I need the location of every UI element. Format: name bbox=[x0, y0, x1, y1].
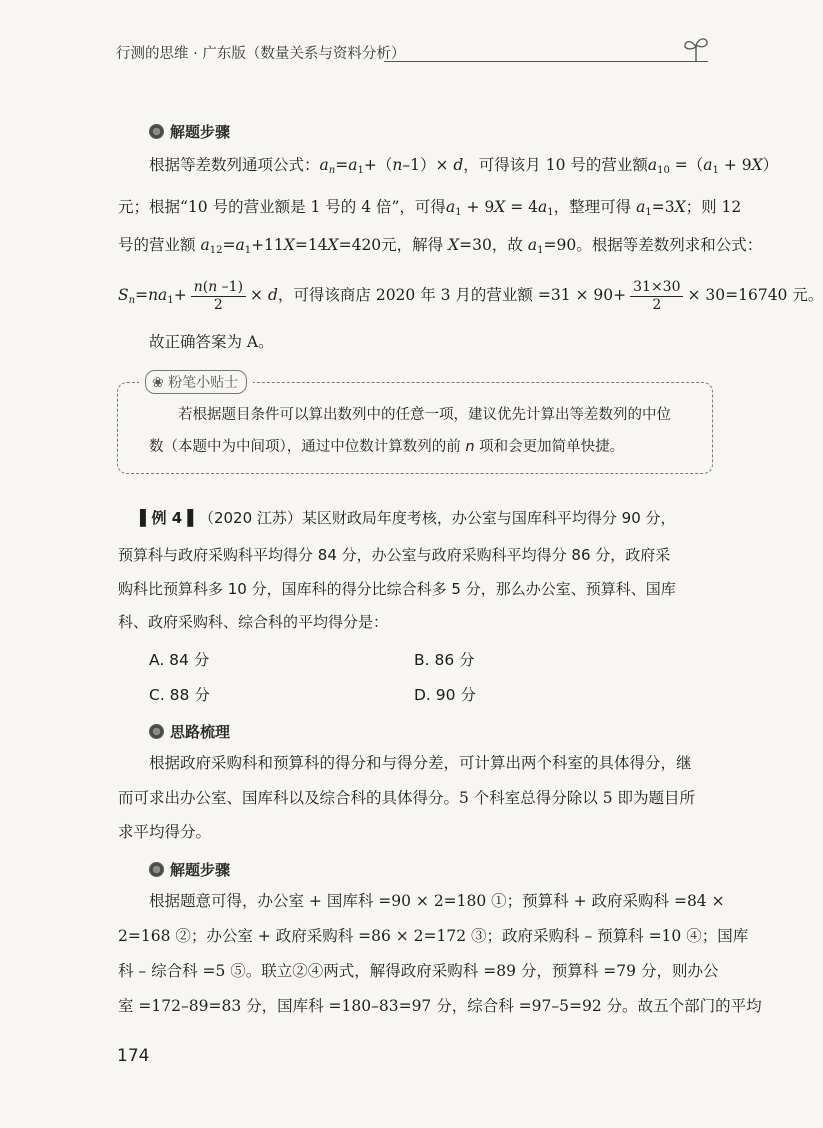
solution-line-1: 根据题意可得，办公室 + 国库科 =90 × 2=180 ①；预算科 + 政府采购科 =84 × bbox=[149, 892, 725, 910]
tip-line-1: 若根据题目条件可以算出数列中的任意一项，建议优先计算出等差数列的中位 bbox=[178, 407, 671, 423]
solution-steps-heading: 解题步骤 bbox=[149, 121, 230, 142]
solution-line-4: 室 =172–89=83 分，国库科 =180–83=97 分，综合科 =97–5=92 分。故五个部门的平均 bbox=[118, 997, 762, 1015]
sprout-icon bbox=[682, 34, 710, 64]
approach-line-2: 而可求出办公室、国库科以及综合科的具体得分。5 个科室总得分除以 5 即为题目所 bbox=[118, 789, 696, 807]
example-line-1: ▌例 4 ▌（2020 江苏）某区财政局年度考核，办公室与国库科平均得分 90 分， bbox=[140, 509, 676, 527]
sprout-icon: ❀ bbox=[152, 375, 169, 391]
running-header: 行测的思维 · 广东版（数量关系与资料分析） bbox=[116, 46, 406, 62]
answer-line: 故正确答案为 A。 bbox=[149, 333, 274, 351]
formula-line-2: 元；根据“10 号的营业额是 1 号的 4 倍”，可得$a_1 + 9X = 4a_1$，整理可得 $a_1=3X$；则 12 bbox=[118, 198, 742, 218]
option-a: A. 84 分 bbox=[149, 651, 210, 669]
example-tag: ▌例 4 ▌ bbox=[140, 509, 199, 527]
option-d: D. 90 分 bbox=[414, 686, 476, 704]
formula-line-3: 号的营业额 $a_{12}=a_1+11X=14X=420$元，解得 X=30，故 $a_1=90$。根据等差数列求和公式： bbox=[118, 236, 763, 256]
fraction-value: $\frac{31\times 30}{2}$ bbox=[630, 279, 683, 314]
tip-box bbox=[117, 382, 713, 474]
solution-line-3: 科 – 综合科 =5 ⑤。联立②④两式，解得政府采购科 =89 分，预算科 =79 分，则办公 bbox=[118, 962, 719, 980]
example-line-2: 预算科与政府采购科平均得分 84 分，办公室与政府采购科平均得分 86 分，政府采 bbox=[118, 546, 671, 564]
example-line-3: 购科比预算科多 10 分，国库科的得分比综合科多 5 分，那么办公室、预算科、国库 bbox=[118, 580, 676, 598]
approach-line-1: 根据政府采购科和预算科的得分和与得分差，可计算出两个科室的具体得分，继 bbox=[149, 754, 692, 772]
header-rule bbox=[384, 61, 708, 62]
solution-line-2: 2=168 ②；办公室 + 政府采购科 =86 × 2=172 ③；政府采购科 – 预算科 =10 ④；国库 bbox=[118, 927, 749, 945]
page-number: 174 bbox=[117, 1046, 150, 1066]
example-line-4: 科、政府采购科、综合科的平均得分是： bbox=[118, 613, 389, 631]
section-bullet-icon bbox=[149, 124, 164, 139]
section-bullet-icon bbox=[149, 862, 164, 877]
option-b: B. 86 分 bbox=[414, 651, 475, 669]
tip-line-2: 数（本题中为中间项），通过中位数计算数列的前 n 项和会更加简单快捷。 bbox=[149, 439, 625, 455]
option-c: C. 88 分 bbox=[149, 686, 210, 704]
fraction-sum: $\frac{n(n -1)}{2}$ bbox=[191, 279, 246, 314]
approach-heading: 思路梳理 bbox=[149, 721, 230, 742]
approach-line-3: 求平均得分。 bbox=[118, 823, 212, 841]
formula-line-4: $S_n=na_1+$ $\frac{n(n -1)}{2}$ × d，可得该商店 2020 年 3 月的营业额 =31 × 90+ $\frac{31\times 30}{2}$ × 30=16740 元。 bbox=[118, 278, 823, 313]
tip-title: ❀ 粉笔小贴士 bbox=[139, 370, 253, 394]
solution-steps-heading-2: 解题步骤 bbox=[149, 859, 230, 880]
formula-line-1: 根据等差数列通项公式：$a_n=a_1+(n-1)\times d$，可得该月 10 号的营业额$a_{10} =(a_1 + 9X)$ bbox=[149, 156, 779, 176]
section-bullet-icon bbox=[149, 724, 164, 739]
